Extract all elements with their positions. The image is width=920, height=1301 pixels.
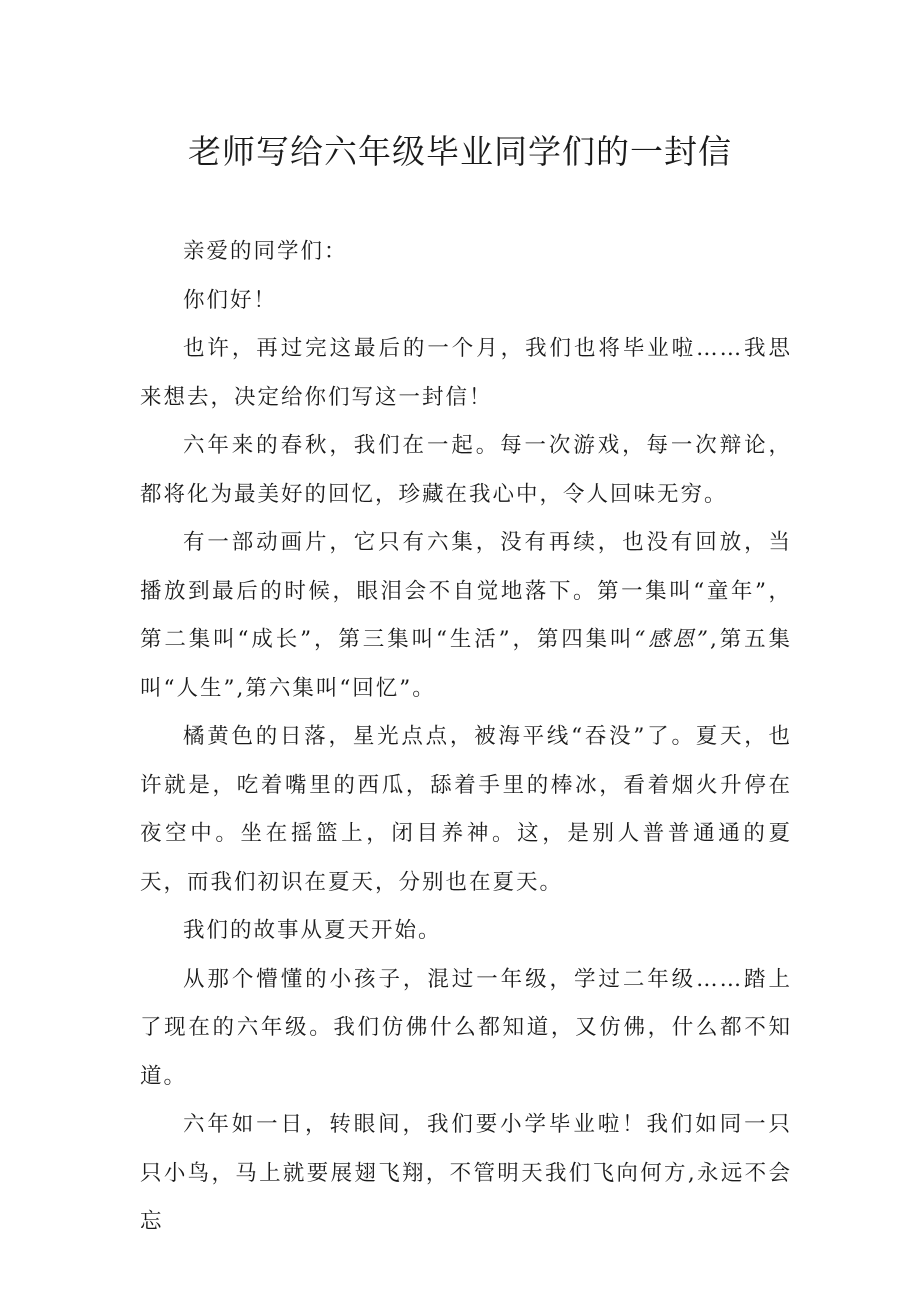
paragraph-episodes	[140, 519, 792, 713]
document-title: 老师写给六年级毕业同学们的一封信	[188, 132, 732, 171]
episodes-text-before: 有一部动画片，它只有六集，没有再续，也没有回放，当播放到最后的时候，眼泪会不自觉地落下。第一集叫“童年”，第二集叫“成长”，第三集叫“生活”，第四集叫	[140, 530, 792, 652]
letter-body	[140, 228, 792, 1247]
paragraph-graduation: 六年如一日，转眼间，我们要小学毕业啦！我们如同一只只小鸟，马上就要展翅飞翔，不管明天我们飞向何方,永远不会忘	[140, 1112, 792, 1234]
episodes-text-italic: “感恩”	[634, 627, 711, 652]
paragraph-1: 也许，再过完这最后的一个月，我们也将毕业啦……我思来想去，决定给你们写这一封信！	[140, 336, 792, 410]
episodes-text-after: ,第五集叫“人生”,第六集叫“回忆”。	[140, 627, 793, 701]
paragraph-growing-up: 从那个懵懂的小孩子，混过一年级，学过二年级……踏上了现在的六年级。我们仿佛什么都知道，又仿佛，什么都不知道。	[140, 966, 792, 1089]
greeting: 你们好！	[183, 287, 278, 313]
paragraph-sunset: 橘黄色的日落，星光点点，被海平线“吞没”了。夏天，也许就是，吃着嘴里的西瓜，舔着手里的棒冰，看着烟火升停在夜空中。坐在摇篮上，闭目养神。这，是别人普普通通的夏天，而我们初识在夏天，分别也在夏天。	[140, 724, 792, 895]
paragraph-2: 六年来的春秋，我们在一起。每一次游戏，每一次辩论，都将化为最美好的回忆，珍藏在我心中，令人回味无穷。	[140, 433, 792, 507]
paragraph-story-start: 我们的故事从夏天开始。	[183, 918, 442, 943]
salutation: 亲爱的同学们：	[183, 239, 348, 264]
